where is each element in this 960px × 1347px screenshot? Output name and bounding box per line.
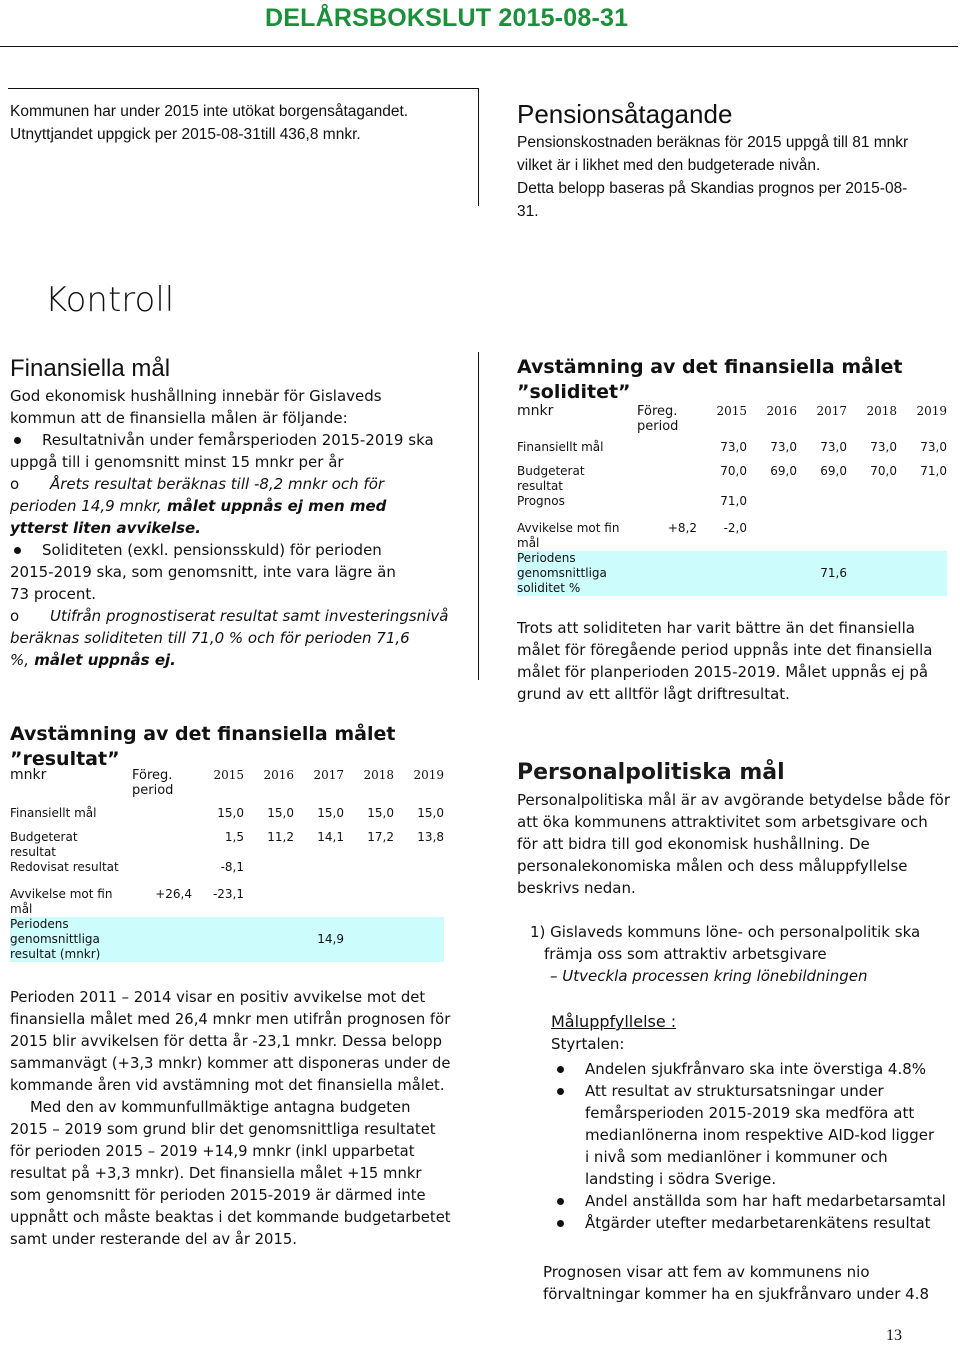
soliditet-discussion: Trots att soliditeten har varit bättre än det finansiella målet för föregående period uppnås inte det finansiella målet för planperioden 2015-2019. Målet uppnås ej på grund av ett alltför lågt driftresultat. xyxy=(517,619,933,703)
page-number: 13 xyxy=(886,1327,902,1344)
document-header-title: DELÅRSBOKSLUT 2015-08-31 xyxy=(265,4,629,32)
resultat-table: mnkr Föreg. period 2015 2016 2017 2018 2019 Finansiellt mål 15,0 15,0 15,0 15,0 15,0 Budgeterat resultat 1,5 11,2 14,1 17,2 13,8 Redovisat resultat -8,1 Avvikelse mot fin mål +26,4 -23,1 Periodens genomsnittliga resultat (mnkr) 14,9 xyxy=(10,767,444,961)
styrtalen-label: Styrtalen: xyxy=(551,1035,625,1053)
table-row: Budgeterat resultat 1,5 11,2 14,1 17,2 13,8 xyxy=(10,830,444,859)
styrtalen-list xyxy=(543,1058,953,1234)
column-divider-top xyxy=(478,88,479,206)
kontroll-heading: Kontroll xyxy=(45,280,175,320)
personalpolitiska-heading: Personalpolitiska mål xyxy=(517,760,785,785)
table-row-highlight: Periodens genomsnittliga soliditet % 71,6 xyxy=(517,551,947,596)
finansiella-mal-heading: Finansiella mål xyxy=(10,355,171,382)
soliditet-heading: Avstämning av det finansiella målet ”soliditet” xyxy=(517,356,903,403)
table-row: Redovisat resultat -8,1 xyxy=(10,860,244,874)
finansiella-mal-body: God ekonomisk hushållning innebär för Gislaveds kommun att de finansiella målen är följande: Resultatnivån under femårsperioden 2015-2019 ska uppgå till i genomsnitt minst 15 mnkr per år o Årets resultat beräknas till -8,2 mnkr och för perioden 14,9 mnkr, målet uppnås ej men med ytterst liten avvikelse. Soliditeten (exkl. pensionsskuld) för perioden 2015-2019 ska, som genomsnitt, inte vara lägre än 73 procent. o Utifrån prognostiserat resultat samt investeringsnivå beräknas soliditeten till 71,0 % och för perioden 71,6 %, målet uppnås ej. xyxy=(10,385,470,671)
list-item: Att resultat av struktursatsningar under femårsperioden 2015-2019 ska medföra att medianlönerna inom respektive AID-kod ligger i nivå som medianlöner i kommuner och landsting i södra Sverige. xyxy=(543,1080,953,1190)
table-row: Finansiellt mål 73,0 73,0 73,0 73,0 73,0 xyxy=(517,440,947,454)
list-item: Åtgärder utefter medarbetarenkätens resultat xyxy=(543,1212,953,1234)
table-row: Prognos 71,0 xyxy=(517,494,747,508)
resultat-heading: Avstämning av det finansiella målet ”resultat” xyxy=(10,723,396,770)
table-row: Finansiellt mål 15,0 15,0 15,0 15,0 15,0 xyxy=(10,806,444,820)
maluppfyllelse-heading: Måluppfyllelse : xyxy=(551,1012,677,1031)
table-row-highlight: Periodens genomsnittliga resultat (mnkr) 14,9 xyxy=(10,917,444,962)
column-divider-fin xyxy=(478,352,479,680)
list-item: Andelen sjukfrånvaro ska inte överstiga 4.8% xyxy=(543,1058,953,1080)
soliditet-table: mnkr Föreg. period 2015 2016 2017 2018 2019 Finansiellt mål 73,0 73,0 73,0 73,0 73,0 Budgeterat resultat 70,0 69,0 69,0 70,0 71,0 Prognos 71,0 Avvikelse mot fin mål +8,2 -2,0 Periodens genomsnittliga soliditet % 71,6 xyxy=(517,403,947,595)
pension-heading: Pensionsåtagande xyxy=(517,99,733,129)
list-item: Andel anställda som har haft medarbetarsamtal xyxy=(543,1190,953,1212)
subbullet-arets-resultat: o Årets resultat beräknas till -8,2 mnkr och för xyxy=(10,475,385,493)
table-row: Budgeterat resultat 70,0 69,0 69,0 70,0 71,0 xyxy=(517,464,947,493)
pension-text: Pensionskostnaden beräknas för 2015 uppgå till 81 mnkr vilket är i likhet med den budgeterade nivån. Detta belopp baseras på Skandias prognos per 2015-08- 31. xyxy=(517,134,909,220)
table-row: Avvikelse mot fin mål +8,2 -2,0 xyxy=(517,521,747,550)
subbullet-soliditet: o Utifrån prognostiserat resultat samt investeringsnivå xyxy=(10,607,449,625)
box-top-rule xyxy=(8,88,478,89)
prognos-text: Prognosen visar att fem av kommunens nio förvaltningar kommer ha en sjukfrånvaro under 4.8 xyxy=(543,1263,929,1303)
goal-1: 1) Gislaveds kommuns löne- och personalpolitik ska främja oss som attraktiv arbetsgivare – Utveckla processen kring lönebildningen xyxy=(530,923,921,985)
borgensatagande-text: Kommunen har under 2015 inte utökat borgensåtagandet. Utnyttjandet uppgick per 2015-08-31till 436,8 mnkr. xyxy=(10,103,409,143)
bullet-soliditet: Soliditeten (exkl. pensionsskuld) för perioden xyxy=(0,539,470,561)
header-divider xyxy=(0,46,958,47)
table-row: Avvikelse mot fin mål +26,4 -23,1 xyxy=(10,887,244,916)
personalpolitiska-intro: Personalpolitiska mål är av avgörande betydelse både för att öka kommunens attraktivitet som arbetsgivare och för att bidra till god ekonomisk hushållning. De personalekonomiska målen och dess måluppfyllelse beskrivs nedan. xyxy=(517,791,950,897)
resultat-discussion: Perioden 2011 – 2014 visar en positiv avvikelse mot det finansiella målet med 26,4 mnkr men utifrån prognosen för 2015 blir avvikelsen för detta år -23,1 mnkr. Dessa belopp sammanvägt (+3,3 mnkr) kommer att disponeras under de kommande åren vid avstämning mot det finansiella målet. Med den av kommunfullmäktige antagna budgeten 2015 – 2019 som grund blir det genomsnittliga resultatet för perioden 2015 – 2019 +14,9 mnkr (inkl upparbetat resultat på +3,3 mnkr). Det finansiella målet +15 mnkr som genomsnitt för perioden 2015-2019 är därmed inte uppnått och måste beaktas i det kommande budgetarbetet samt under resterande del av år 2015. xyxy=(10,989,451,1248)
bullet-resultatniva: Resultatnivån under femårsperioden 2015-2019 ska xyxy=(0,429,470,451)
